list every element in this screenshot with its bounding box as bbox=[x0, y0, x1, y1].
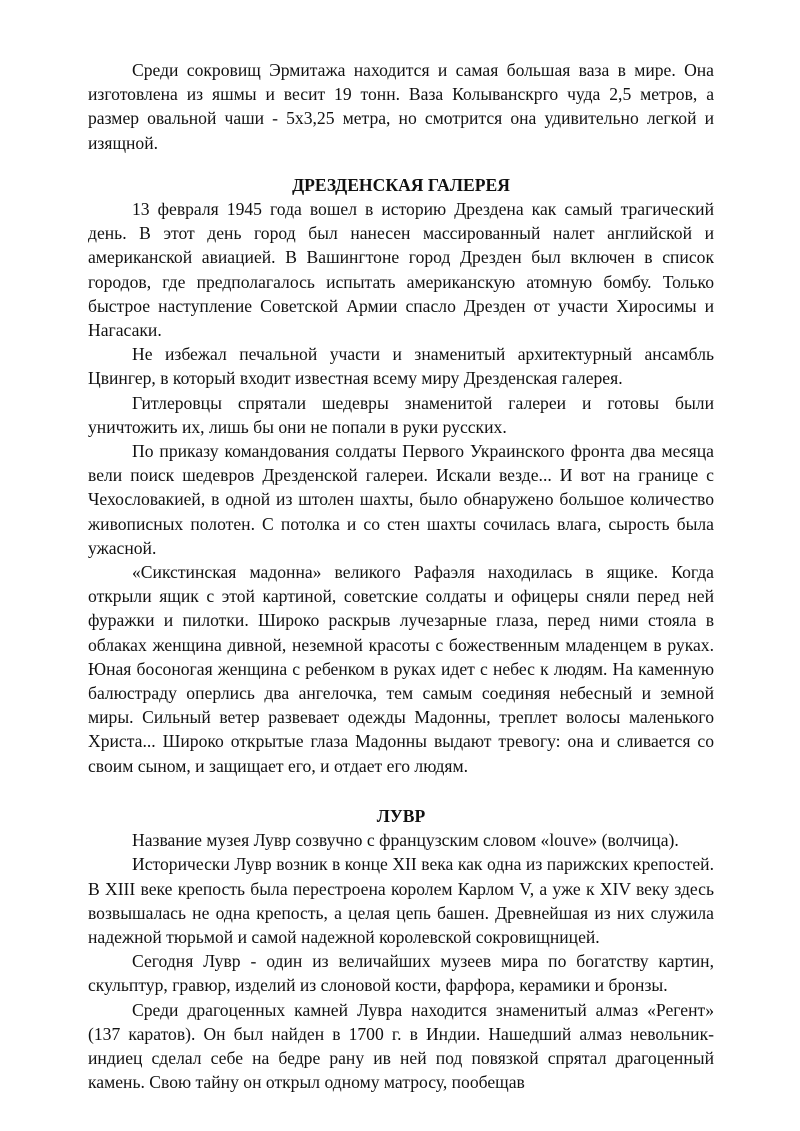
paragraph: Сегодня Лувр - один из величайших музеев мира по богатству картин, скульптур, гравюр, изделий из слоновой кости, фарфора, керамики и бронзы. bbox=[88, 951, 714, 996]
paragraph: Среди драгоценных камней Лувра находится знаменитый алмаз «Регент» (137 каратов). Он был найден в 1700 г. в Индии. Нашедший алмаз невольник-индиец сделал себе на бедре рану ив ней под повязкой спрятал драгоценный камень. Свою тайну он открыл одному матросу, пообещав bbox=[88, 999, 714, 1093]
document-page bbox=[88, 58, 714, 1094]
paragraph: Исторически Лувр возник в конце XII века как одна из парижских крепостей. В XIII веке крепость была перестроена королем Карлом V, а уже к XIV веку здесь возвышалась не одна крепость, а целая цепь башен. Древнейшая из них служила надежной тюрьмой и самой надежной королевской сокровищницей. bbox=[88, 854, 714, 947]
paragraph: 13 февраля 1945 года вошел в историю Дрездена как самый трагический день. В этот день город был нанесен массированный налет английской и американской авиацией. В Вашингтоне город Дрезден был включен в список городов, где предполагалось испытать американскую атомную бомбу. Только быстрое наступление Советской Армии спасло Дрезден от участи Хиросимы и Нагасаки. bbox=[88, 199, 714, 341]
paragraph: Не избежал печальной участи и знаменитый архитектурный ансамбль Цвингер, в который входит известная всему миру Дрезденская галерея. bbox=[88, 344, 714, 389]
paragraph: Гитлеровцы спрятали шедевры знаменитой галереи и готовы были уничтожить их, лишь бы они не попали в руки русских. bbox=[88, 392, 714, 437]
paragraph: По приказу командования солдаты Первого Украинского фронта два месяца вели поиск шедевров Дрезденской галереи. Искали везде... И вот на границе с Чехословакией, в одной из штолен шахты, было обнаружено большое количество живописных полотен. С потолка и со стен шахты сочилась влага, сырость была ужасной. bbox=[88, 441, 714, 558]
paragraph: Название музея Лувр созвучно с французским словом «louve» (волчица). bbox=[132, 830, 679, 851]
section-heading-louvre: ЛУВР bbox=[376, 805, 426, 826]
paragraph: «Сикстинская мадонна» великого Рафаэля находилась в ящике. Когда открыли ящик с этой картиной, советские солдаты и офицеры сняли перед ней фуражки и пилотки. Широко раскрыв лучезарные глаза, перед ними стояла в облаках женщина дивной, неземной красоты с божественным младенцем в руках. Юная босоногая женщина с ребенком в руках идет с небес к людям. На каменную балюстраду оперлись два ангелочка, тем самым соединяя небесный и земной миры. Сильный ветер развевает одежды Мадонны, треплет волосы маленького Христа... Широко открытые глаза Мадонны выдают тревогу: она и сливается со своим сыном, и защищает его, и отдает его людям. bbox=[88, 562, 714, 776]
intro-paragraph: Среди сокровищ Эрмитажа находится и самая большая ваза в мире. Она изготовлена из яшмы и весит 19 тонн. Ваза Колыванскрго чуда 2,5 метров, а размер овальной чаши - 5х3,25 метра, но смотрится она удивительно легкой и изящной. bbox=[88, 60, 714, 153]
section-heading-dresden: ДРЕЗДЕНСКАЯ ГАЛЕРЕЯ bbox=[292, 174, 510, 195]
